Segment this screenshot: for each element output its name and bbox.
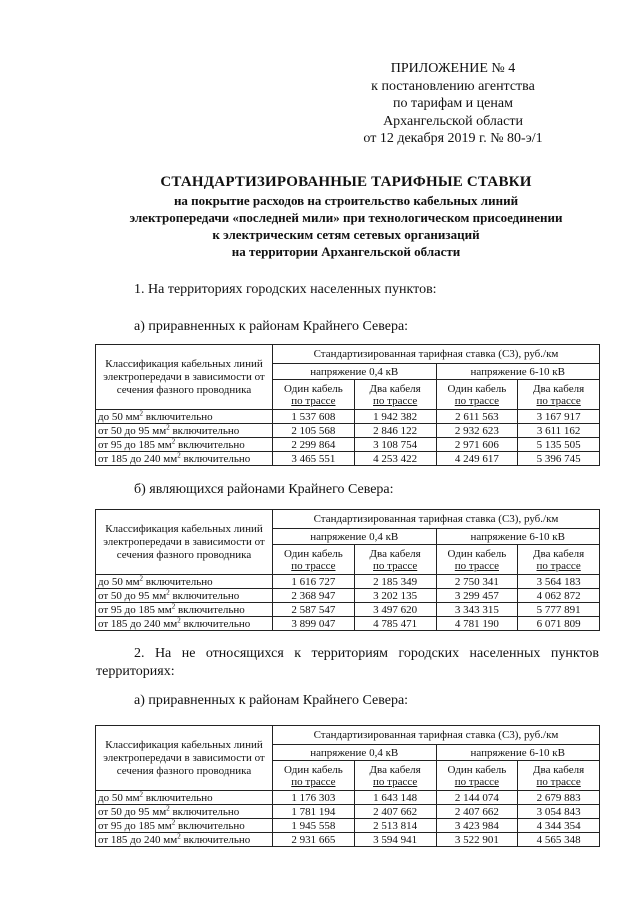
- rate-cell: 2 513 814: [354, 819, 436, 833]
- table-header-two-cables-610: Два кабеля по трассе: [518, 380, 600, 410]
- table-row: [96, 575, 600, 589]
- rates-table-2: [95, 509, 600, 631]
- table-row: [96, 603, 600, 617]
- row-label: от 185 до 240 $мм^2$ включительно: [96, 617, 273, 631]
- title-sub-2: электропередачи «последней мили» при технологическом присоединении: [129, 210, 563, 225]
- rate-cell: 1 616 727: [273, 575, 355, 589]
- table-header-one-cable-610: Один кабель по трассе: [436, 761, 518, 791]
- row-label: от 95 до 185 $мм^2$ включительно: [96, 603, 273, 617]
- section-2-heading: 2. На не относящихся к территориям городских населенных пунктов территориях:: [96, 646, 599, 679]
- rate-cell: 2 750 341: [436, 575, 518, 589]
- row-label: от 50 до 95 $мм^2$ включительно: [96, 589, 273, 603]
- rate-cell: 5 135 505: [518, 438, 600, 452]
- table-row: [96, 452, 600, 466]
- table-row: [96, 805, 600, 819]
- table-header-classification: Классификация кабельных линий электропередачи в зависимости от сечения фазного проводника: [96, 510, 273, 575]
- rate-cell: 4 781 190: [436, 617, 518, 631]
- table-header-one-cable-610: Один кабель по трассе: [436, 545, 518, 575]
- rate-cell: 2 932 623: [436, 424, 518, 438]
- section-1a-heading: а) приравненных к районам Крайнего Севера:: [134, 319, 409, 334]
- table-header-voltage-04: напряжение 0,4 кВ: [273, 529, 437, 545]
- rate-cell: 4 062 872: [518, 589, 600, 603]
- rate-cell: 1 537 608: [273, 410, 355, 424]
- table-row: [96, 410, 600, 424]
- table-header-rate: Стандартизированная тарифная ставка (С3), руб./км: [273, 510, 600, 529]
- rate-cell: 2 587 547: [273, 603, 355, 617]
- rate-cell: 3 564 183: [518, 575, 600, 589]
- rate-cell: 4 565 348: [518, 833, 600, 847]
- rate-cell: 2 931 665: [273, 833, 355, 847]
- rate-cell: 3 167 917: [518, 410, 600, 424]
- table-header-one-cable-04: Один кабель по трассе: [273, 380, 355, 410]
- rate-cell: 3 522 901: [436, 833, 518, 847]
- table-header-rate: Стандартизированная тарифная ставка (С3), руб./км: [273, 345, 600, 364]
- rate-cell: 3 108 754: [354, 438, 436, 452]
- table-header-voltage-04: напряжение 0,4 кВ: [273, 364, 437, 380]
- rate-cell: 3 611 162: [518, 424, 600, 438]
- rate-cell: 2 407 662: [354, 805, 436, 819]
- rate-cell: 4 344 354: [518, 819, 600, 833]
- table-row: [96, 424, 600, 438]
- appendix-header: [338, 60, 568, 148]
- title-sub-3: к электрическим сетям сетевых организаций: [212, 227, 480, 242]
- table-header-two-cables-610: Два кабеля по трассе: [518, 761, 600, 791]
- rate-cell: 1 643 148: [354, 791, 436, 805]
- rates-table-3: [95, 725, 600, 847]
- rate-cell: 5 396 745: [518, 452, 600, 466]
- rates-table-1: [95, 344, 600, 466]
- table-header-classification: Классификация кабельных линий электропередачи в зависимости от сечения фазного проводника: [96, 345, 273, 410]
- section-1b-heading: б) являющихся районами Крайнего Севера:: [134, 482, 394, 497]
- rate-cell: 2 368 947: [273, 589, 355, 603]
- table-header-one-cable-04: Один кабель по трассе: [273, 761, 355, 791]
- table-header-voltage-610: напряжение 6-10 кВ: [436, 529, 600, 545]
- table-row: [96, 438, 600, 452]
- row-label: до 50 $мм^2$ включительно: [96, 575, 273, 589]
- rate-cell: 3 465 551: [273, 452, 355, 466]
- rate-cell: 1 942 382: [354, 410, 436, 424]
- table-header-one-cable-04: Один кабель по трассе: [273, 545, 355, 575]
- rate-cell: 1 945 558: [273, 819, 355, 833]
- rate-cell: 3 202 135: [354, 589, 436, 603]
- row-label: от 50 до 95 $мм^2$ включительно: [96, 424, 273, 438]
- appendix-line-agency: к постановлению агентства: [371, 78, 535, 94]
- rate-cell: 3 497 620: [354, 603, 436, 617]
- table-header-one-cable-610: Один кабель по трассе: [436, 380, 518, 410]
- rate-cell: 1 781 194: [273, 805, 355, 819]
- rate-cell: 3 343 315: [436, 603, 518, 617]
- title-sub-4: на территории Архангельской области: [231, 244, 461, 259]
- appendix-line-tariffs: по тарифам и ценам: [393, 96, 513, 111]
- appendix-number: ПРИЛОЖЕНИЕ № 4: [390, 61, 516, 76]
- table-header-voltage-04: напряжение 0,4 кВ: [273, 745, 437, 761]
- rate-cell: 2 105 568: [273, 424, 355, 438]
- rate-cell: 1 176 303: [273, 791, 355, 805]
- section-2a-heading: а) приравненных к районам Крайнего Севера:: [134, 693, 409, 708]
- rate-cell: 2 407 662: [436, 805, 518, 819]
- table-row: [96, 791, 600, 805]
- rate-cell: 4 253 422: [354, 452, 436, 466]
- title-main: СТАНДАРТИЗИРОВАННЫЕ ТАРИФНЫЕ СТАВКИ: [160, 174, 532, 190]
- rate-cell: 2 679 883: [518, 791, 600, 805]
- table-header-two-cables-04: Два кабеля по трассе: [354, 545, 436, 575]
- table-header-two-cables-610: Два кабеля по трассе: [518, 545, 600, 575]
- rate-cell: 4 785 471: [354, 617, 436, 631]
- rate-cell: 3 594 941: [354, 833, 436, 847]
- row-label: от 50 до 95 $мм^2$ включительно: [96, 805, 273, 819]
- rate-cell: 5 777 891: [518, 603, 600, 617]
- rate-cell: 3 423 984: [436, 819, 518, 833]
- section-1-heading: 1. На территориях городских населенных пунктов:: [134, 282, 437, 297]
- table-row: [96, 833, 600, 847]
- title-sub-1: на покрытие расходов на строительство кабельных линий: [173, 193, 519, 208]
- rate-cell: 2 299 864: [273, 438, 355, 452]
- document-title: [86, 172, 606, 260]
- row-label: от 95 до 185 $мм^2$ включительно: [96, 438, 273, 452]
- rate-cell: 3 054 843: [518, 805, 600, 819]
- rate-cell: 6 071 809: [518, 617, 600, 631]
- table-row: [96, 617, 600, 631]
- row-label: от 185 до 240 $мм^2$ включительно: [96, 452, 273, 466]
- table-header-voltage-610: напряжение 6-10 кВ: [436, 364, 600, 380]
- table-header-rate: Стандартизированная тарифная ставка (С3), руб./км: [273, 726, 600, 745]
- rate-cell: 3 899 047: [273, 617, 355, 631]
- table-header-two-cables-04: Два кабеля по трассе: [354, 761, 436, 791]
- table-header-two-cables-04: Два кабеля по трассе: [354, 380, 436, 410]
- rate-cell: 2 144 074: [436, 791, 518, 805]
- rate-cell: 2 185 349: [354, 575, 436, 589]
- row-label: до 50 $мм^2$ включительно: [96, 410, 273, 424]
- row-label: до 50 $мм^2$ включительно: [96, 791, 273, 805]
- rate-cell: 3 299 457: [436, 589, 518, 603]
- table-row: [96, 819, 600, 833]
- rate-cell: 2 611 563: [436, 410, 518, 424]
- rate-cell: 4 249 617: [436, 452, 518, 466]
- row-label: от 185 до 240 $мм^2$ включительно: [96, 833, 273, 847]
- rate-cell: 2 846 122: [354, 424, 436, 438]
- rate-cell: 2 971 606: [436, 438, 518, 452]
- appendix-line-date: от 12 декабря 2019 г. № 80-э/1: [363, 131, 543, 146]
- row-label: от 95 до 185 $мм^2$ включительно: [96, 819, 273, 833]
- table-header-voltage-610: напряжение 6-10 кВ: [436, 745, 600, 761]
- table-row: [96, 589, 600, 603]
- table-header-classification: Классификация кабельных линий электропередачи в зависимости от сечения фазного проводника: [96, 726, 273, 791]
- appendix-line-region: Архангельской области: [383, 113, 523, 129]
